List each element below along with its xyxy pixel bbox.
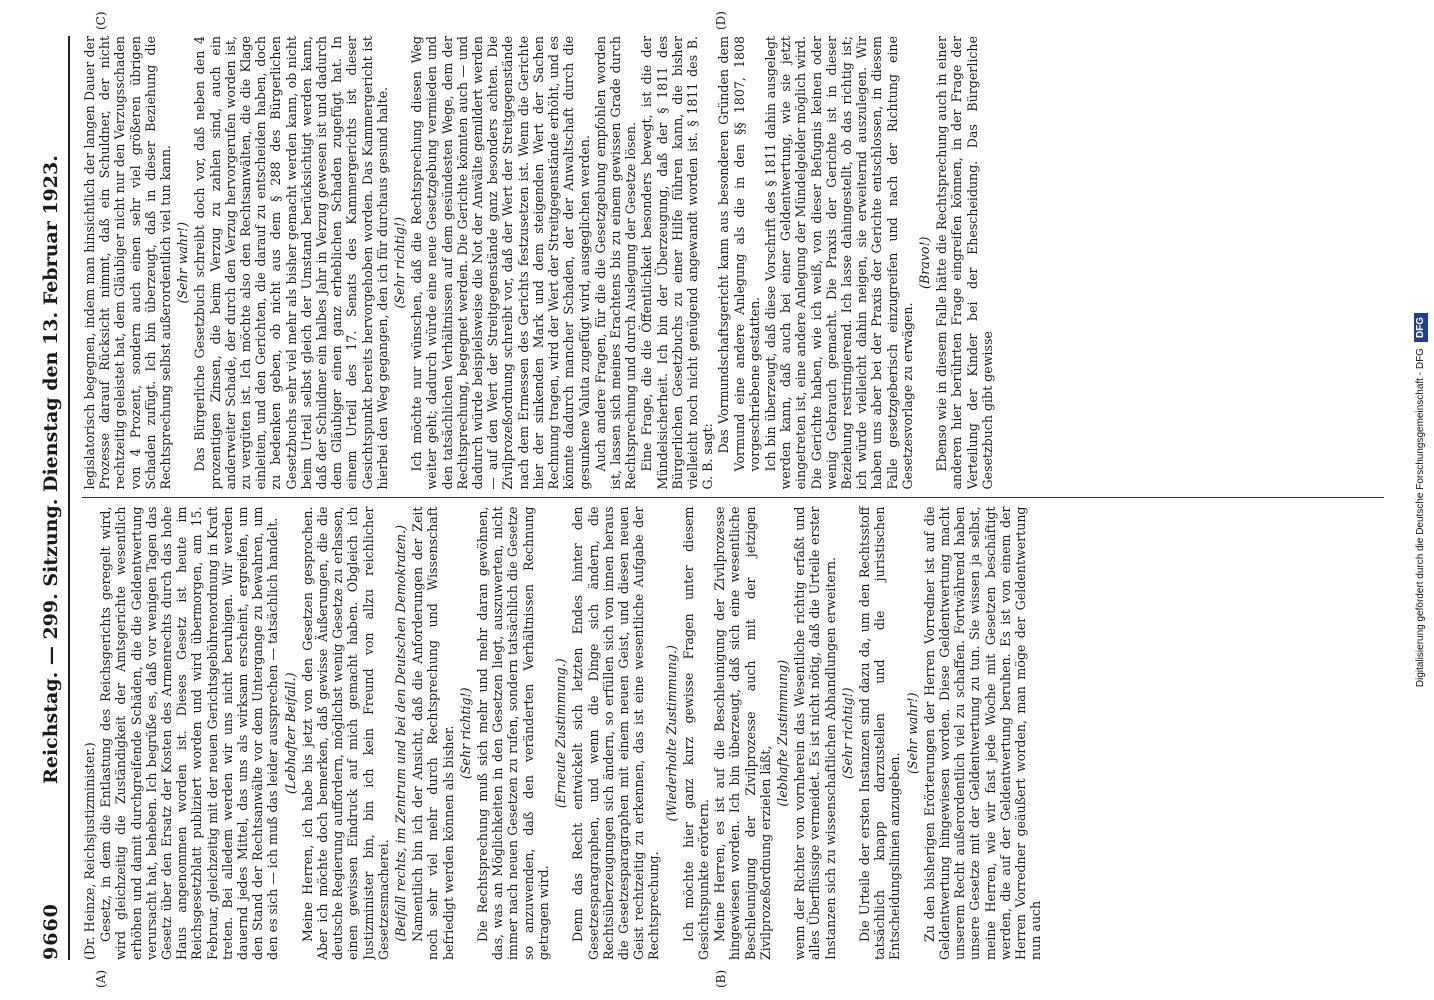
- page-number: 9660: [40, 903, 62, 960]
- digitization-credit: [1410, 0, 1432, 1000]
- paragraph: Meine Herren, es ist auf die Beschleunigung der Zivilprozesse hingewiesen worden. Ich bin überzeugt, daß sich eine wesentliche Beschleunigung der Zivilprozesse auch mit der jetzigen Zivilprozeßordnung erzielen läßt,: [712, 506, 773, 960]
- page-header: [34, 36, 70, 960]
- paragraph: Ich möchte nur wünschen, daß die Rechtsprechung diesen Weg weiter geht; dadurch würde eine neue Gesetzgebung vermieden und den tatsächlichen Verhältnissen auf dem gesündesten Wege, dem der Rechtsprechung, begegnet werden. Die Gerichte könnten auch — und dadurch würde beispielsweise die Not der Anwälte gemildert werden — auf den Wert der Streitgegenstände ganz besonders achten. Die Zivilprozeßordnung schreibt vor, daß der Wert der Streitgegenstände nach dem Ermessen des Gerichts festzusetzen ist. Wenn die Gerichte hier der sinkenden Mark und dem steigenden Wert der Sachen Rechnung tragen, wird der Wert der Streitgegenstände erhöht, und es könnte dadurch mancher Schaden, der der Anwaltschaft durch die gesunkene Valuta zugefügt wird, ausgeglichen werden.: [409, 36, 592, 490]
- paragraph: Zu den bisherigen Erörterungen der Herren Vorredner ist auf die Geldentwertung hingewiesen worden. Diese Geldentwertung macht unserem Recht außerordentlich viel zu schaffen. Fortwährend haben unsere Gesetze mit der Geldentwertung zu tun. Sie wissen ja selbst, meine Herren, wie wir fast jede Woche mit Gesetzen beschäftigt werden, die auf der Geldentwertung beruhen. Es ist von einem der Herren Vorredner geäußert worden, man möge der Geldentwertung nun auch: [921, 506, 1044, 960]
- page-body: [34, 11, 1384, 988]
- margin-mark-a: (A): [94, 969, 108, 988]
- column-divider: [82, 498, 1384, 499]
- paragraph: Die Urteile der ersten Instanzen sind dazu da, um den Rechtsstoff tatsächlich knapp darzustellen und die juristischen Entscheidungslinien anzugeben.: [856, 506, 903, 960]
- paragraph: Das Bürgerliche Gesetzbuch schreibt doch vor, daß neben den 4 prozentigen Zinsen, die beim Verzug zu zahlen sind, auch ein anderweiter Schade, der durch den Verzug hervorgerufen worden ist, zu vergüten ist. Ich möchte also den Rechtsanwälten, die die Klage einleiten, und den Gerichten, die darauf zu entscheiden haben, doch zu bedenken geben, ob nicht aus dem § 288 des Bürgerlichen Gesetzbuchs sehr viel mehr als bisher gemacht werden kann, ob nicht beim Urteil selbst gleich der Umstand berücksichtigt werden kann, daß der Schuldner ein halbes Jahr in Verzug gewesen ist und dadurch dem Gläubiger einen ganz erheblichen Schaden zugefügt hat. In einem Urteil des 17. Senats des Kammergerichts ist dieser Gesichtspunkt bereits hervorgehoben worden. Das Kammergericht ist hierbei den Weg gegangen, den ich für durchaus gesund halte.: [192, 36, 390, 490]
- paragraph: Ebenso wie in diesem Falle hätte die Rechtsprechung auch in einer anderen hier berührten Frage eingreifen können, in der Frage der Verteilung der Kinder bei der Ehescheidung. Das Bürgerliche Gesetzbuch gibt gewisse: [934, 36, 995, 490]
- margin-mark-c: (C): [94, 11, 108, 30]
- speaker-line: (Dr. Heinze, Reichsjustizminister.): [82, 742, 97, 960]
- interjection: (Sehr richtig!): [392, 217, 408, 309]
- interjection: (Bravo!): [916, 236, 932, 289]
- text-columns: [82, 36, 1384, 960]
- interjection: (Sehr wahr!): [904, 692, 920, 775]
- right-column: [82, 36, 1384, 490]
- paragraph: Ich bin überzeugt, daß diese Vorschrift des § 1811 dahin ausgelegt werden kann, daß auch bei einer Geldentwertung, wie sie jetzt eingetreten ist, eine andere Anlegung der Mündelgelder möglich wird. Die Gerichte haben, wie ich weiß, von dieser Befugnis keinen oder wenig Gebrauch gemacht. Die Praxis der Gerichte ist in dieser Beziehung restringierend. Ich lasse dahingestellt, ob das richtig ist; ich würde vielleicht dahin neigen, sie erweiternd auszulegen. Wir haben uns aber bei der Praxis der Gerichte entschlossen, in diesem Falle gesetzgeberisch einzugreifen und nach der Richtung eine Gesetzesvorlage zu erwägen.: [762, 36, 915, 490]
- paragraph: Ich möchte hier ganz kurz gewisse Fragen unter diesem Gesichtspunkte erörtern.: [680, 506, 711, 960]
- interjection: (Sehr richtig!): [457, 687, 473, 779]
- interjection: (Beifall rechts, im Zentrum und bei den Deutschen Demokraten.): [393, 524, 409, 942]
- margin-mark-b: (B): [714, 969, 728, 988]
- dfg-logo: DFG: [1414, 313, 1428, 342]
- paragraph: legislatorisch begegnen, indem man hinsichtlich der langen Dauer der Prozesse darauf Rücksicht nimmt, daß ein Schuldner, der nicht rechtzeitig geleistet hat, dem Gläubiger nicht nur den Verzugsschaden von 4 Prozent, sondern auch einen sehr viel größeren übrigen Schaden zufügt. Ich bin überzeugt, daß in dieser Beziehung die Rechtsprechung selbst außerordentlich viel tun kann.: [82, 36, 174, 490]
- interjection: (Sehr richtig!): [839, 687, 855, 779]
- interjection: (Wiederholte Zustimmung.): [663, 645, 679, 822]
- interjection: (Sehr wahr!): [175, 221, 191, 304]
- interjection: (Erneute Zustimmung.): [553, 658, 569, 809]
- interjection: (Lebhafter Beifall.): [282, 672, 298, 794]
- digitization-note: Digitalisierung gefördert durch die Deutsche Forschungsgemeinschaft - DFG: [1415, 348, 1426, 688]
- paragraph: Meine Herren, ich habe bis jetzt von den Gesetzen gesprochen. Aber ich möchte doch bemerken, daß gewisse Äußerungen, die die deutsche Regierung auffordern, möglichst wenig Gesetze zu erlassen, einen gewissen Eindruck auf mich gemacht haben. Obgleich ich Justizminister bin, bin ich kein Freund von allzu reichlicher Gesetzesmacherei.: [299, 506, 391, 960]
- margin-mark-d: (D): [714, 11, 728, 30]
- paragraph: Eine Frage, die die Öffentlichkeit besonders bewegt, ist die der Mündelsicherheit. Ich bin der Überzeugung, daß der § 1811 des Bürgerlichen Gesetzbuchs zu einer Hilfe führen kann, die bisher vielleicht noch nicht genügend angewandt worden ist. § 1811 des B. G. B. sagt:: [639, 36, 716, 490]
- paragraph: Namentlich bin ich der Ansicht, daß die Anforderungen der Zeit noch sehr viel mehr durch Rechtsprechung und Wissenschaft befriedigt werden können als bisher.: [410, 506, 456, 960]
- paragraph: Denn das Recht entwickelt sich letzten Endes hinter den Gesetzesparagraphen, und wenn die Dinge sich ändern, die Rechtsüberzeugungen sich ändern, so erfüllen sich von innen heraus die Gesetzesparagraphen mit einem neuen Geist, und diesen neuen Geist rechtzeitig zu erkennen, das ist eine wesentliche Aufgabe der Rechtsprechung.: [570, 506, 662, 960]
- left-column: [82, 507, 1384, 961]
- paragraph: Gesetz, in dem die Entlastung des Reichsgerichts geregelt wird, wird gleichzeitig die Zuständigkeit der Amtsgerichte wesentlich erhöhen und damit durchgreifende Schäden, die die Geldentwertung verursacht hat, beheben. Ich begrüße es, daß vor wenigen Tagen das Gesetz über den Ersatz der Kosten des Armenrechts durch das hohe Haus angenommen worden ist. Dieses Gesetz ist heute im Reichsgesetzblatt publiziert worden und wird übermorgen, am 15. Februar, gleichzeitig mit der neuen Gerichtsgebührenordnung in Kraft treten. Bei alledem werden wir uns nicht beruhigen. Wir werden dauernd jedes Mittel, das uns als wirksam erscheint, ergreifen, um den Stand der Rechtsanwälte vor dem Untergange zu bewahren, um den es sich — ich muß das leider aussprechen — tatsächlich handelt.: [98, 506, 281, 960]
- interjection: (lebhafte Zustimmung): [774, 659, 790, 807]
- quoted-law: Das Vormundschaftsgericht kann aus besonderen Gründen dem Vormund eine andere Anlegung als die in den §§ 1807, 1808 vorgeschriebene gestatten.: [716, 36, 762, 472]
- paragraph: Auch andere Fragen, für die die Gesetzgebung empfohlen worden ist, lassen sich meines Erachtens bis zu einem gewissen Grade durch Rechtsprechung und durch Auslegung der Gesetze lösen.: [592, 36, 639, 490]
- paragraph: Die Rechtsprechung muß sich mehr und mehr daran gewöhnen, das, was an Möglichkeiten in den Gesetzen liegt, auszuwerten, nicht immer nach neuen Gesetzen zu rufen, sondern tatsächlich die Gesetze so anzuwenden, daß den veränderten Verhältnissen Rechnung getragen wird.: [475, 506, 551, 960]
- paragraph: wenn der Richter von vornherein das Wesentliche richtig erfaßt und alles Überflüssige vermeidet. Es ist nicht nötig, daß die Urteile erster Instanzen sich zu wissenschaftlichen Abhandlungen erweitern.: [792, 506, 838, 960]
- page-title: Reichstag. — 299. Sitzung. Dienstag den 13. Februar 1923.: [40, 155, 62, 784]
